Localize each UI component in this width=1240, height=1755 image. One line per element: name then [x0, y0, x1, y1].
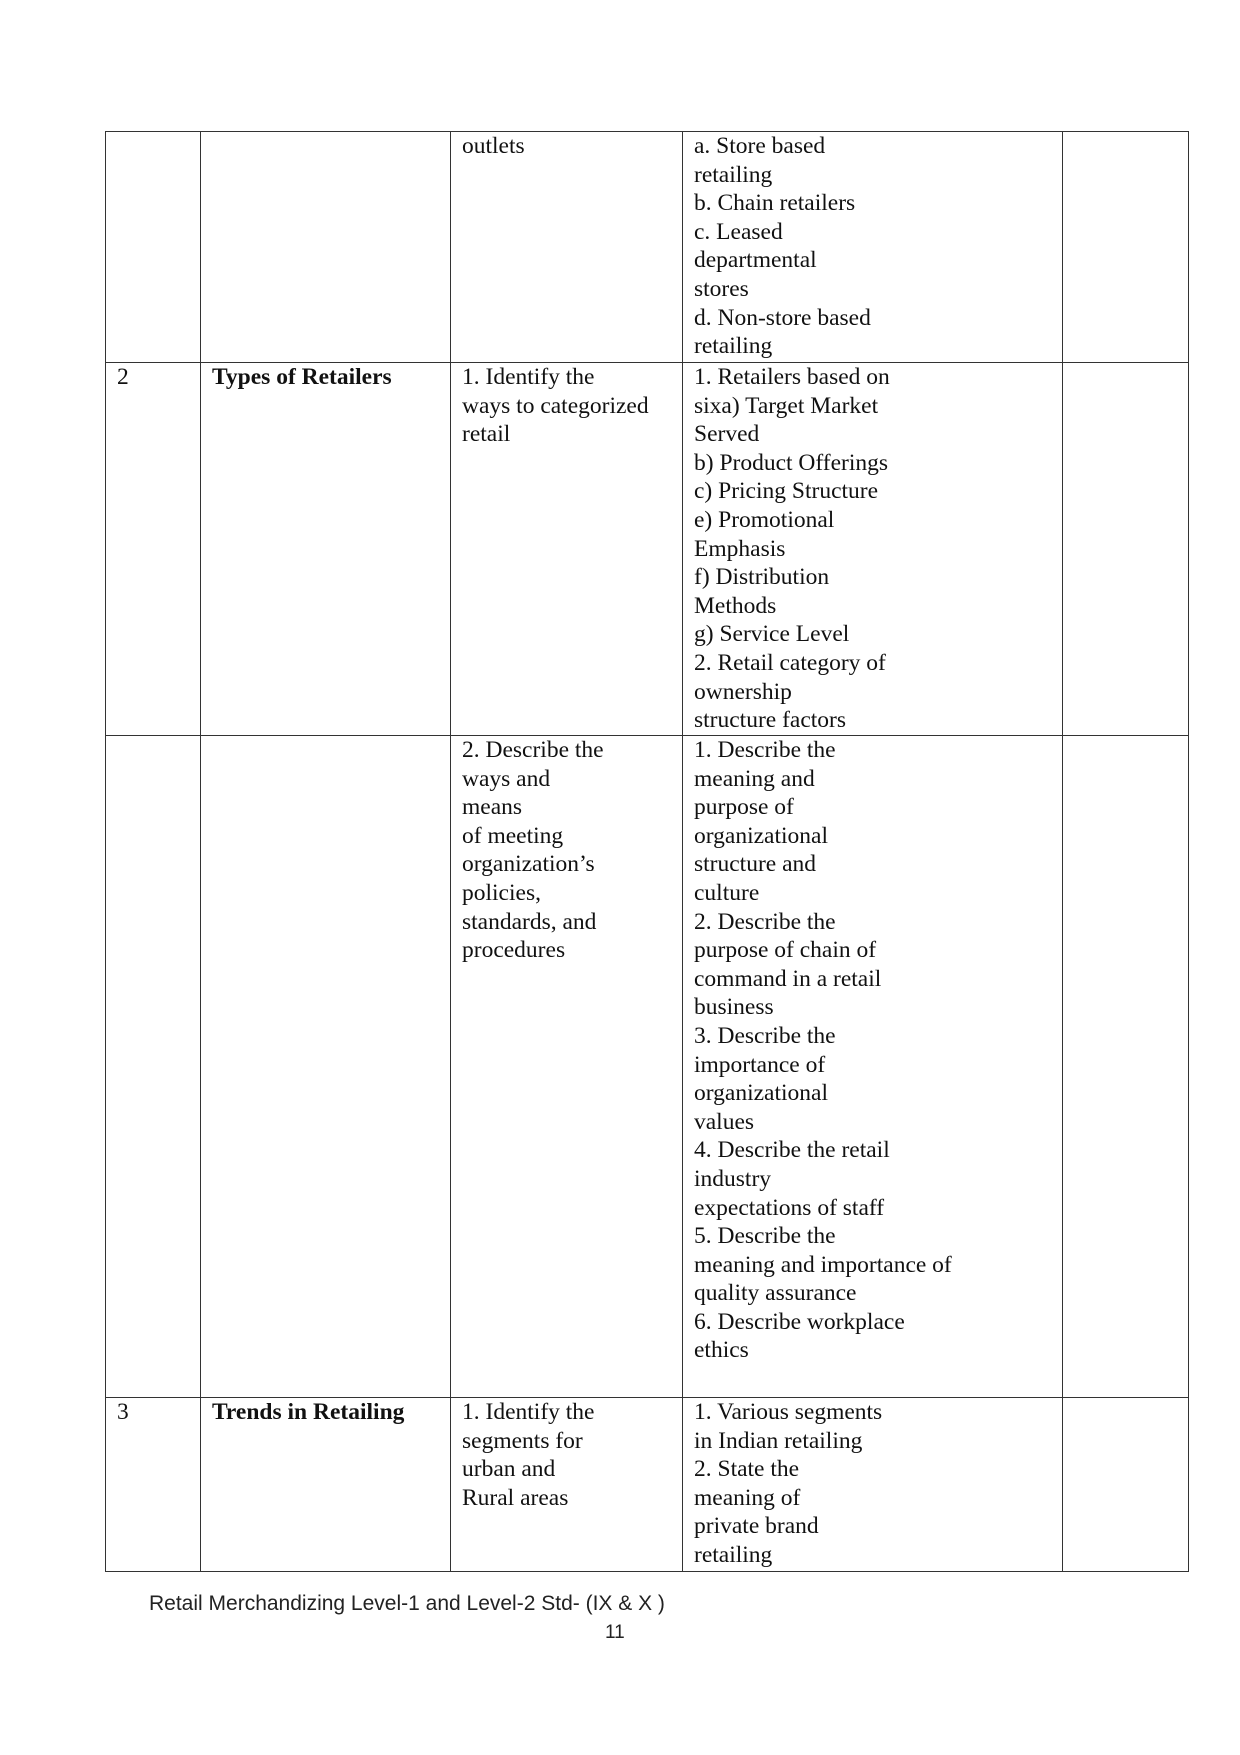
table-body	[106, 132, 1189, 1572]
cell-text-line: ways and	[462, 765, 551, 792]
cell-text-line: 6. Describe workplace	[694, 1308, 905, 1335]
topic-cell	[201, 132, 451, 363]
cell-text-line: quality assurance	[694, 1280, 857, 1307]
cell-text-line: in Indian retailing	[694, 1427, 863, 1454]
cell-text-line: command in a retail	[694, 965, 882, 992]
cell-text-line: business	[694, 994, 774, 1021]
cell-text-line: Rural areas	[462, 1484, 569, 1511]
table-row	[106, 132, 1189, 363]
objective-cell	[451, 363, 683, 736]
cell-text-line: retail	[462, 421, 511, 448]
cell-text-line: private brand	[694, 1513, 819, 1540]
cell-text-line: 1. Retailers based on	[694, 364, 890, 390]
topic-cell: Trends in Retailing	[201, 1398, 451, 1572]
footer-text: Retail Merchandizing Level-1 and Level-2 Std- (IX & X )	[149, 1592, 665, 1615]
cell-text-line: structure factors	[694, 707, 847, 734]
cell-text-line: of meeting	[462, 822, 564, 849]
topic-cell: Types of Retailers	[201, 363, 451, 736]
cell-text-line: b) Product Offerings	[694, 449, 889, 476]
cell-text-line: 1. Describe the	[694, 737, 836, 763]
table-row	[106, 363, 1189, 736]
curriculum-table	[105, 131, 1189, 1572]
cell-text-line: d. Non-store based	[694, 304, 871, 331]
cell-text-line: Served	[694, 421, 760, 448]
cell-text-line: meaning of	[694, 1484, 801, 1511]
cell-text-line: purpose of chain of	[694, 937, 877, 964]
cell-text-line: g) Service Level	[694, 621, 850, 648]
cell-text-line: Emphasis	[694, 535, 786, 562]
cell-text-line: 2. Describe the	[462, 737, 604, 763]
cell-text-line: organizational	[694, 822, 828, 849]
cell-text-line: f) Distribution	[694, 564, 830, 591]
cell-text-line: 3. Describe the	[694, 1022, 836, 1049]
content-cell	[683, 1398, 1063, 1572]
cell-text-line: c) Pricing Structure	[694, 478, 879, 505]
cell-text-line: meaning and	[694, 765, 815, 792]
cell-text-line: urban and	[462, 1456, 556, 1483]
cell-text-line: culture	[694, 879, 760, 906]
cell-text-line: expectations of staff	[694, 1194, 885, 1221]
cell-text-line: retailing	[694, 333, 773, 360]
cell-text-line: 1. Identify the	[462, 1399, 595, 1425]
remarks-cell	[1063, 132, 1189, 363]
cell-text-line: structure and	[694, 851, 817, 878]
unit-number-cell	[106, 736, 201, 1398]
unit-number-cell: 3	[106, 1398, 201, 1572]
cell-text-line: retailing	[694, 1541, 773, 1568]
remarks-cell	[1063, 363, 1189, 736]
content-cell	[683, 363, 1063, 736]
unit-number-cell	[106, 132, 201, 363]
cell-text-line: departmental	[694, 247, 817, 274]
remarks-cell	[1063, 736, 1189, 1398]
cell-text-line: ownership	[694, 678, 792, 705]
objective-cell	[451, 132, 683, 363]
objective-cell	[451, 736, 683, 1398]
table-row	[106, 1398, 1189, 1572]
cell-text-line: 2. Describe the	[694, 908, 836, 935]
cell-text-line: c. Leased	[694, 218, 783, 245]
cell-text-line: a. Store based	[694, 133, 826, 159]
cell-text-line: meaning and importance of	[694, 1251, 952, 1278]
cell-text-line: retailing	[694, 161, 773, 188]
cell-text-line: sixa) Target Market	[694, 392, 879, 419]
cell-text-line: b. Chain retailers	[694, 190, 856, 217]
cell-text-line: industry	[694, 1165, 772, 1192]
cell-text-line: values	[694, 1108, 755, 1135]
cell-text-line: 1. Identify the	[462, 364, 595, 390]
table-row	[106, 736, 1189, 1398]
content-cell	[683, 736, 1063, 1398]
cell-text-line: outlets	[462, 133, 525, 159]
topic-cell	[201, 736, 451, 1398]
objective-cell	[451, 1398, 683, 1572]
remarks-cell	[1063, 1398, 1189, 1572]
cell-text-line: ethics	[694, 1337, 749, 1364]
cell-text-line: policies,	[462, 879, 541, 906]
cell-text-line: purpose of	[694, 794, 794, 821]
cell-text-line: organizational	[694, 1080, 828, 1107]
cell-text-line: 4. Describe the retail	[694, 1137, 890, 1164]
cell-text-line: 1. Various segments	[694, 1399, 883, 1425]
cell-text-line: procedures	[462, 937, 566, 964]
page-number: 11	[605, 1622, 625, 1643]
cell-text-line: 2. State the	[694, 1456, 800, 1483]
cell-text-line: segments for	[462, 1427, 583, 1454]
cell-text-line: 2. Retail category of	[694, 649, 886, 676]
cell-text-line: Methods	[694, 592, 777, 619]
cell-text-line: means	[462, 794, 523, 821]
cell-text-line: importance of	[694, 1051, 826, 1078]
cell-text-line: organization’s	[462, 851, 595, 878]
cell-text-line: ways to categorized	[462, 392, 649, 419]
content-cell	[683, 132, 1063, 363]
unit-number-cell: 2	[106, 363, 201, 736]
cell-text-line: standards, and	[462, 908, 597, 935]
cell-text-line: 5. Describe the	[694, 1223, 836, 1250]
cell-text-line: stores	[694, 275, 749, 302]
cell-text-line: e) Promotional	[694, 506, 835, 533]
